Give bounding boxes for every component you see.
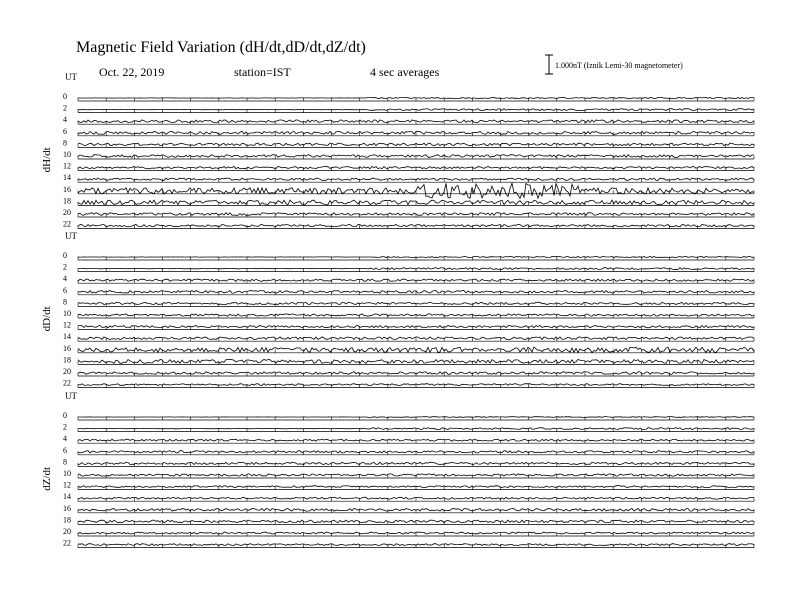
time-axis-label: UT xyxy=(65,231,77,241)
row-label-10: 10 xyxy=(63,150,71,159)
row-label-12: 12 xyxy=(63,161,71,171)
row-label-2: 2 xyxy=(63,262,67,272)
row-label-22: 22 xyxy=(63,378,71,388)
row-label-20: 20 xyxy=(63,208,71,217)
time-axis-label: UT xyxy=(65,72,77,82)
row-label-4: 4 xyxy=(63,274,67,284)
chart-title: Magnetic Field Variation (dH/dt,dD/dt,dZ/dt) xyxy=(76,39,366,56)
station-label: station=IST xyxy=(234,65,291,79)
row-label-10: 10 xyxy=(63,309,71,318)
time-axis-label: UT xyxy=(65,391,77,401)
row-label-16: 16 xyxy=(63,343,71,353)
row-label-20: 20 xyxy=(63,367,71,376)
row-label-8: 8 xyxy=(63,138,67,148)
row-label-14: 14 xyxy=(63,173,71,183)
row-label-0: 0 xyxy=(63,411,67,420)
scale-bar-label: 1.000nT (Iznik Lemi-30 magnetometer) xyxy=(555,61,683,70)
date-label: Oct. 22, 2019 xyxy=(99,65,165,79)
row-label-18: 18 xyxy=(63,196,71,206)
row-label-16: 16 xyxy=(63,503,71,513)
y-axis-label: dZ/dt xyxy=(41,466,53,491)
row-label-2: 2 xyxy=(63,103,67,113)
row-label-0: 0 xyxy=(63,92,67,101)
panel-dD-dt xyxy=(41,231,754,388)
y-axis-label: dD/dt xyxy=(41,306,53,332)
row-label-4: 4 xyxy=(63,434,67,444)
row-label-18: 18 xyxy=(63,355,71,365)
row-label-8: 8 xyxy=(63,457,67,467)
row-label-22: 22 xyxy=(63,538,71,548)
row-label-12: 12 xyxy=(63,480,71,490)
row-label-6: 6 xyxy=(63,126,67,136)
row-label-6: 6 xyxy=(63,285,67,295)
trace-ut-16 xyxy=(78,183,754,198)
row-label-12: 12 xyxy=(63,320,71,330)
panel-dZ-dt xyxy=(41,391,754,548)
row-label-10: 10 xyxy=(63,469,71,478)
row-label-16: 16 xyxy=(63,184,71,194)
row-label-20: 20 xyxy=(63,527,71,536)
row-label-0: 0 xyxy=(63,251,67,260)
row-label-18: 18 xyxy=(63,515,71,525)
row-label-6: 6 xyxy=(63,445,67,455)
row-label-14: 14 xyxy=(63,492,71,502)
row-label-14: 14 xyxy=(63,332,71,342)
averaging-label: 4 sec averages xyxy=(370,65,440,79)
y-axis-label: dH/dt xyxy=(41,147,53,173)
row-label-2: 2 xyxy=(63,422,67,432)
row-label-22: 22 xyxy=(63,219,71,229)
panel-dH-dt xyxy=(41,72,754,229)
row-label-8: 8 xyxy=(63,297,67,307)
row-label-4: 4 xyxy=(63,115,67,125)
